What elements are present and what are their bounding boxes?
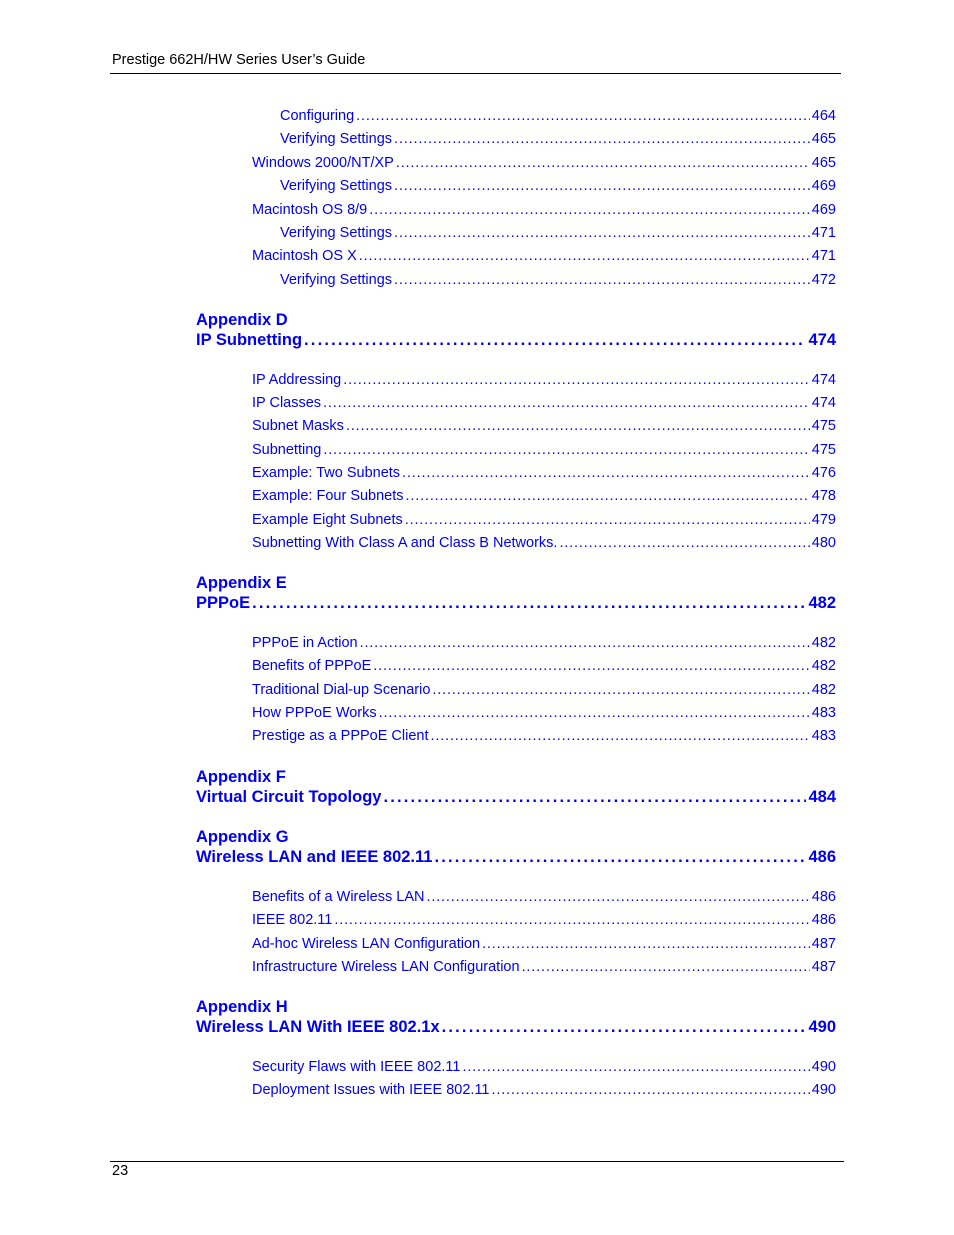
appendix-g-entry[interactable] xyxy=(196,847,836,867)
toc-entry-title: Windows 2000/NT/XP xyxy=(252,155,394,171)
toc-entry-page: 465 xyxy=(811,131,836,147)
toc-entry[interactable] xyxy=(252,657,836,675)
leader-dots xyxy=(396,154,810,172)
toc-entry-title: Configuring xyxy=(280,108,355,124)
toc-entry-page: 490 xyxy=(811,1082,836,1098)
leader-dots xyxy=(359,247,810,265)
leader-dots xyxy=(442,1017,807,1037)
toc-entry-title: IP Classes xyxy=(252,395,322,411)
appendix-title: Virtual Circuit Topology xyxy=(196,788,382,806)
toc-entry-title: Verifying Settings xyxy=(280,131,393,147)
toc-entry-page: 486 xyxy=(811,912,836,928)
toc-entry-title: Prestige as a PPPoE Client xyxy=(252,728,429,744)
footer-rule xyxy=(110,1161,844,1162)
toc-entry-page: 483 xyxy=(811,705,836,721)
leader-dots xyxy=(356,107,810,125)
toc-entry[interactable] xyxy=(252,511,836,529)
appendix-title: Wireless LAN and IEEE 802.11 xyxy=(196,848,433,866)
toc-entry-page: 469 xyxy=(811,202,836,218)
appendix-e-label[interactable]: Appendix E xyxy=(196,574,287,592)
appendix-d-entry[interactable] xyxy=(196,330,836,350)
toc-entry-page: 475 xyxy=(811,442,836,458)
toc-entry-page: 476 xyxy=(811,465,836,481)
page-header-title: Prestige 662H/HW Series User’s Guide xyxy=(112,52,366,68)
leader-dots xyxy=(522,958,810,976)
appendix-title: PPPoE xyxy=(196,594,251,612)
leader-dots xyxy=(383,787,806,807)
toc-entry-page: 487 xyxy=(811,936,836,952)
leader-dots xyxy=(343,371,810,389)
toc-entry-title: Benefits of PPPoE xyxy=(252,658,372,674)
toc-entry-title: How PPPoE Works xyxy=(252,705,377,721)
toc-entry-page: 475 xyxy=(811,418,836,434)
toc-entry-page: 464 xyxy=(811,108,836,124)
toc-entry-title: Infrastructure Wireless LAN Configuration xyxy=(252,959,520,975)
leader-dots xyxy=(492,1081,810,1099)
leader-dots xyxy=(394,130,810,148)
leader-dots xyxy=(323,441,809,459)
toc-entry[interactable] xyxy=(280,271,836,289)
footer-page-number: 23 xyxy=(112,1163,129,1179)
toc-entry[interactable] xyxy=(252,958,836,976)
toc-entry-title: Ad-hoc Wireless LAN Configuration xyxy=(252,936,481,952)
toc-entry-page: 469 xyxy=(811,178,836,194)
toc-entry[interactable] xyxy=(252,911,836,929)
toc-entry[interactable] xyxy=(252,681,836,699)
toc-entry[interactable] xyxy=(252,727,836,745)
toc-entry-title: Traditional Dial-up Scenario xyxy=(252,682,431,698)
toc-entry-title: Example: Four Subnets xyxy=(252,488,404,504)
leader-dots xyxy=(434,847,806,867)
leader-dots xyxy=(432,681,809,699)
leader-dots xyxy=(394,271,810,289)
toc-entry-page: 482 xyxy=(811,635,836,651)
appendix-page: 482 xyxy=(808,594,836,612)
leader-dots xyxy=(559,534,809,552)
toc-entry-page: 480 xyxy=(811,535,836,551)
toc-entry-title: Verifying Settings xyxy=(280,178,393,194)
leader-dots xyxy=(431,727,810,745)
toc-entry-title: Macintosh OS X xyxy=(252,248,357,264)
leader-dots xyxy=(462,1058,809,1076)
toc-entry-page: 487 xyxy=(811,959,836,975)
toc-entry-title: Verifying Settings xyxy=(280,272,393,288)
toc-entry[interactable] xyxy=(252,417,836,435)
toc-entry-title: Security Flaws with IEEE 802.11 xyxy=(252,1059,461,1075)
appendix-h-label[interactable]: Appendix H xyxy=(196,998,288,1016)
leader-dots xyxy=(394,177,810,195)
toc-entry[interactable] xyxy=(252,464,836,482)
appendix-g-label[interactable]: Appendix G xyxy=(196,828,289,846)
toc-entry-title: Verifying Settings xyxy=(280,225,393,241)
toc-entry[interactable] xyxy=(252,935,836,953)
toc-entry-page: 465 xyxy=(811,155,836,171)
leader-dots xyxy=(379,704,810,722)
toc-entry-page: 472 xyxy=(811,272,836,288)
toc-entry[interactable] xyxy=(280,130,836,148)
toc-entry-page: 486 xyxy=(811,889,836,905)
toc-entry[interactable] xyxy=(252,634,836,652)
appendix-h-entry[interactable] xyxy=(196,1017,836,1037)
appendix-page: 484 xyxy=(808,788,836,806)
toc-entry[interactable] xyxy=(252,441,836,459)
toc-entry-page: 478 xyxy=(811,488,836,504)
appendix-f-entry[interactable] xyxy=(196,787,836,807)
toc-entry[interactable] xyxy=(252,371,836,389)
toc-entry[interactable] xyxy=(252,247,836,265)
appendix-f-label[interactable]: Appendix F xyxy=(196,768,286,786)
toc-entry[interactable] xyxy=(280,107,836,125)
toc-entry[interactable] xyxy=(252,704,836,722)
appendix-title: Wireless LAN With IEEE 802.1x xyxy=(196,1018,440,1036)
toc-entry-title: Subnetting With Class A and Class B Networks. xyxy=(252,535,558,551)
leader-dots xyxy=(346,417,810,435)
leader-dots xyxy=(394,224,810,242)
toc-entry-title: IEEE 802.11 xyxy=(252,912,333,928)
toc-entry[interactable] xyxy=(252,154,836,172)
leader-dots xyxy=(369,201,810,219)
appendix-d-label[interactable]: Appendix D xyxy=(196,311,288,329)
appendix-title: IP Subnetting xyxy=(196,331,303,349)
toc-entry-title: Macintosh OS 8/9 xyxy=(252,202,368,218)
leader-dots xyxy=(426,888,809,906)
toc-entry[interactable] xyxy=(252,888,836,906)
toc-entry[interactable] xyxy=(252,201,836,219)
leader-dots xyxy=(373,657,810,675)
toc-entry-title: IP Addressing xyxy=(252,372,342,388)
toc-entry-page: 474 xyxy=(811,395,836,411)
toc-entry-page: 483 xyxy=(811,728,836,744)
toc-entry-title: Deployment Issues with IEEE 802.11 xyxy=(252,1082,490,1098)
toc-entry[interactable] xyxy=(252,1081,836,1099)
toc-entry[interactable] xyxy=(280,177,836,195)
toc-entry-title: PPPoE in Action xyxy=(252,635,358,651)
toc-entry-page: 490 xyxy=(811,1059,836,1075)
toc-entry-page: 471 xyxy=(811,225,836,241)
leader-dots xyxy=(323,394,810,412)
leader-dots xyxy=(252,593,806,613)
appendix-page: 490 xyxy=(808,1018,836,1036)
toc-entry-title: Example Eight Subnets xyxy=(252,512,403,528)
toc-entry-title: Example: Two Subnets xyxy=(252,465,401,481)
header-rule xyxy=(110,73,841,74)
appendix-e-entry[interactable] xyxy=(196,593,836,613)
toc-entry-page: 482 xyxy=(811,682,836,698)
toc-entry-page: 479 xyxy=(811,512,836,528)
leader-dots xyxy=(482,935,810,953)
toc-entry-page: 471 xyxy=(811,248,836,264)
leader-dots xyxy=(304,330,806,350)
toc-entry[interactable] xyxy=(252,394,836,412)
toc-entry-title: Subnet Masks xyxy=(252,418,344,434)
leader-dots xyxy=(405,511,810,529)
leader-dots xyxy=(402,464,810,482)
leader-dots xyxy=(406,487,810,505)
toc-entry-page: 482 xyxy=(811,658,836,674)
toc-entry-title: Benefits of a Wireless LAN xyxy=(252,889,425,905)
toc-entry[interactable] xyxy=(280,224,836,242)
appendix-page: 486 xyxy=(808,848,836,866)
toc-entry[interactable] xyxy=(252,1058,836,1076)
toc-entry-page: 474 xyxy=(811,372,836,388)
appendix-page: 474 xyxy=(808,331,836,349)
leader-dots xyxy=(334,911,809,929)
toc-entry-title: Subnetting xyxy=(252,442,322,458)
toc-entry[interactable] xyxy=(252,534,836,552)
toc-entry[interactable] xyxy=(252,487,836,505)
leader-dots xyxy=(360,634,810,652)
